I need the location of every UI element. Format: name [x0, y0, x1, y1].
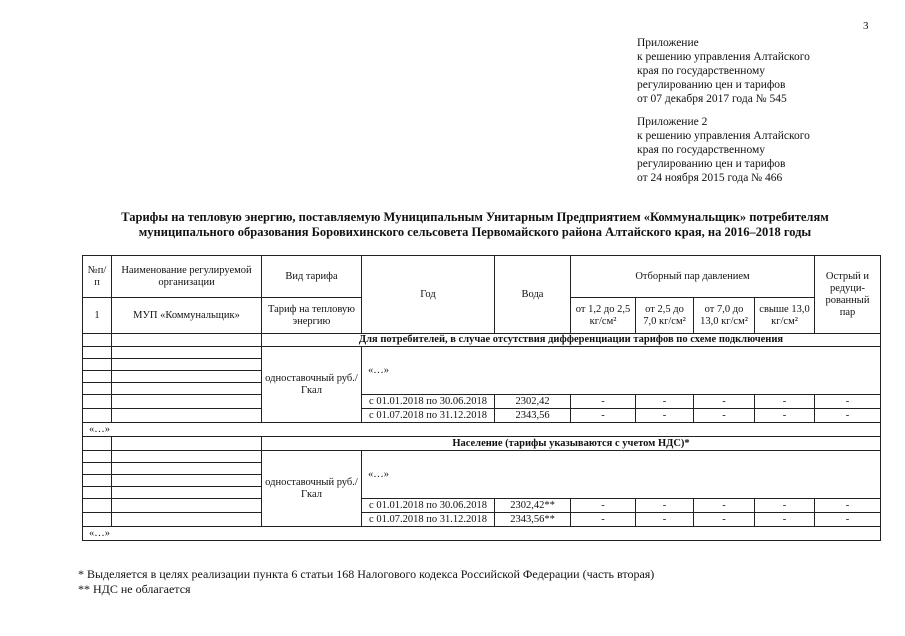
- empty-cell: [83, 395, 112, 409]
- appendix-block-2: [637, 115, 810, 185]
- p4-cell: -: [755, 409, 815, 423]
- water-cell: 2343,56**: [495, 513, 571, 527]
- p3-cell: -: [694, 409, 755, 423]
- header-steam: Отборный пар давлением: [571, 256, 815, 298]
- appendix-line: Приложение: [637, 37, 699, 49]
- p1-cell: -: [571, 499, 636, 513]
- p4-cell: -: [755, 513, 815, 527]
- empty-cell: [83, 371, 112, 383]
- p2-cell: -: [636, 395, 694, 409]
- p2-cell: -: [636, 499, 694, 513]
- p2-cell: -: [636, 513, 694, 527]
- empty-cell: [112, 409, 262, 423]
- org-name: МУП «Коммунальщик»: [112, 298, 262, 334]
- empty-cell: [83, 513, 112, 527]
- section-2-ellipsis: «…»: [362, 451, 881, 499]
- empty-cell: [112, 371, 262, 383]
- header-water: Вода: [495, 256, 571, 334]
- water-cell: 2302,42**: [495, 499, 571, 513]
- empty-cell: [112, 451, 262, 463]
- sharp-cell: -: [815, 395, 881, 409]
- empty-cell: [112, 513, 262, 527]
- footnote-1: * Выделяется в целях реализации пункта 6 статьи 168 Налогового кодекса Российской Федерации (часть вторая): [78, 567, 655, 581]
- title-line-1: Тарифы на тепловую энергию, поставляемую Муниципальным Унитарным Предприятием «Коммунальщик» потребителям: [121, 210, 829, 224]
- section-1-title: Для потребителей, в случае отсутствия дифференциации тарифов по схеме подключения: [262, 334, 881, 347]
- p3-cell: -: [694, 513, 755, 527]
- appendix-line: края по государственному: [637, 144, 765, 156]
- end-ellipsis: «…»: [83, 527, 881, 541]
- empty-cell: [112, 347, 262, 359]
- p4-cell: -: [755, 395, 815, 409]
- period-cell: с 01.01.2018 по 30.06.2018: [362, 499, 495, 513]
- empty-cell: [83, 334, 112, 347]
- header-pressure-1: от 1,2 до 2,5 кг/см²: [571, 298, 636, 334]
- period-cell: с 01.07.2018 по 31.12.2018: [362, 409, 495, 423]
- appendix-block-1: [637, 36, 810, 106]
- empty-cell: [112, 383, 262, 395]
- table-row: [83, 409, 881, 423]
- empty-cell: [83, 499, 112, 513]
- p1-cell: -: [571, 409, 636, 423]
- table-row: [83, 395, 881, 409]
- table-row: [83, 513, 881, 527]
- sharp-cell: -: [815, 409, 881, 423]
- empty-cell: [112, 395, 262, 409]
- appendix-line: Приложение 2: [637, 116, 708, 128]
- p1-cell: -: [571, 513, 636, 527]
- section-1-tariff: одноставочный руб./Гкал: [262, 347, 362, 423]
- appendix-line: от 24 ноября 2015 года № 466: [637, 172, 783, 184]
- header-year: Год: [362, 256, 495, 334]
- document-title: [80, 210, 870, 240]
- p1-cell: -: [571, 395, 636, 409]
- table-row: [83, 499, 881, 513]
- period-cell: с 01.07.2018 по 31.12.2018: [362, 513, 495, 527]
- section-1-ellipsis: «…»: [362, 347, 881, 395]
- sharp-cell: -: [815, 499, 881, 513]
- page-number: 3: [863, 20, 869, 32]
- org-tariff-type: Тариф на тепловую энергию: [262, 298, 362, 334]
- empty-cell: [112, 487, 262, 499]
- empty-cell: [83, 383, 112, 395]
- header-pressure-4: свыше 13,0 кг/см²: [755, 298, 815, 334]
- empty-cell: [112, 499, 262, 513]
- p4-cell: -: [755, 499, 815, 513]
- appendix-line: к решению управления Алтайского: [637, 51, 810, 63]
- empty-cell: [83, 487, 112, 499]
- org-num: 1: [83, 298, 112, 334]
- appendix-line: края по государственному: [637, 65, 765, 77]
- header-pressure-3: от 7,0 до 13,0 кг/см²: [694, 298, 755, 334]
- water-cell: 2302,42: [495, 395, 571, 409]
- sharp-cell: -: [815, 513, 881, 527]
- water-cell: 2343,56: [495, 409, 571, 423]
- empty-cell: [83, 475, 112, 487]
- p3-cell: -: [694, 395, 755, 409]
- appendix-line: от 07 декабря 2017 года № 545: [637, 93, 787, 105]
- gap-ellipsis: «…»: [83, 423, 881, 437]
- title-line-2: муниципального образования Боровихинского сельсовета Первомайского района Алтайского края, на 2016–2018 годы: [138, 225, 812, 239]
- empty-cell: [83, 409, 112, 423]
- header-num: №п/п: [83, 256, 112, 298]
- empty-cell: [83, 437, 112, 451]
- section-2-tariff: одноставочный руб./Гкал: [262, 451, 362, 527]
- header-tariff-type: Вид тарифа: [262, 256, 362, 298]
- appendix-line: регулированию цен и тарифов: [637, 158, 786, 170]
- header-sharp-steam: Острый и редуци-рованный пар: [815, 256, 881, 334]
- empty-cell: [112, 359, 262, 371]
- empty-cell: [83, 451, 112, 463]
- empty-cell: [112, 463, 262, 475]
- tariff-table: [82, 255, 881, 541]
- header-org: Наименование регулируемой организации: [112, 256, 262, 298]
- p3-cell: -: [694, 499, 755, 513]
- appendix-line: к решению управления Алтайского: [637, 130, 810, 142]
- p2-cell: -: [636, 409, 694, 423]
- empty-cell: [112, 437, 262, 451]
- header-pressure-2: от 2,5 до 7,0 кг/см²: [636, 298, 694, 334]
- section-2-title: Население (тарифы указываются с учетом НДС)*: [262, 437, 881, 451]
- appendix-line: регулированию цен и тарифов: [637, 79, 786, 91]
- footnote-2: ** НДС не облагается: [78, 582, 191, 596]
- empty-cell: [112, 475, 262, 487]
- period-cell: с 01.01.2018 по 30.06.2018: [362, 395, 495, 409]
- empty-cell: [83, 359, 112, 371]
- empty-cell: [83, 347, 112, 359]
- empty-cell: [83, 463, 112, 475]
- empty-cell: [112, 334, 262, 347]
